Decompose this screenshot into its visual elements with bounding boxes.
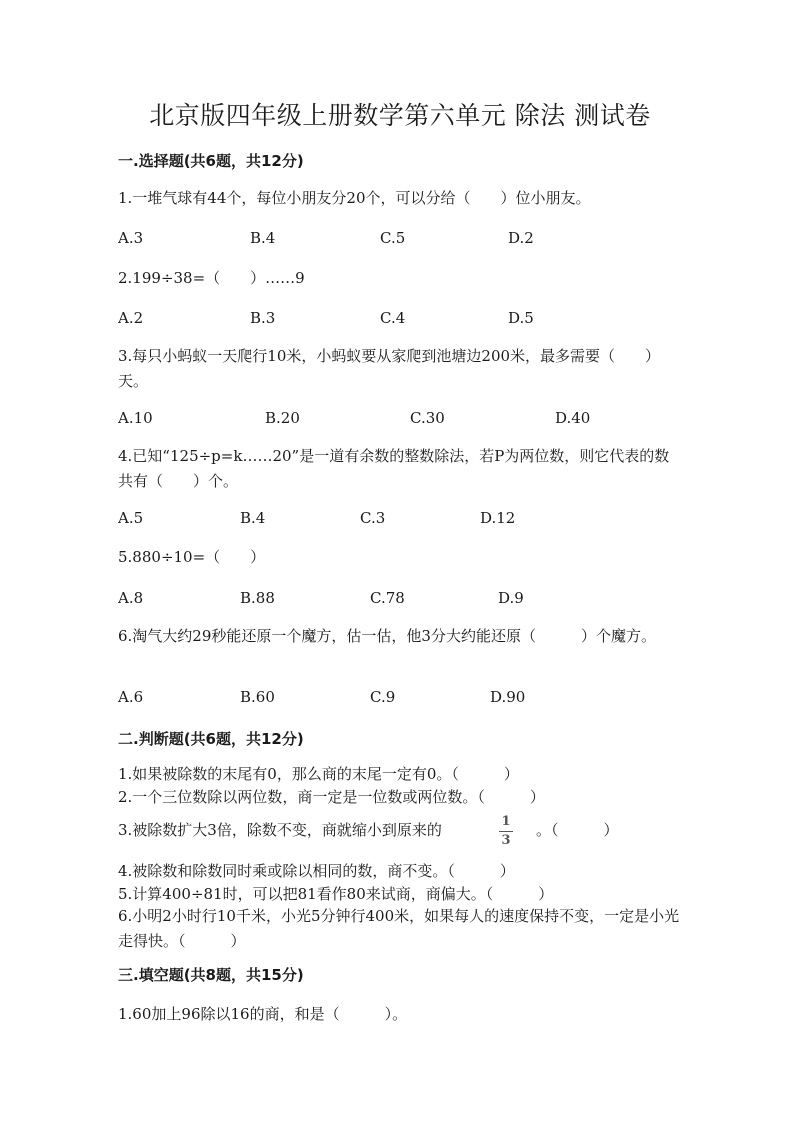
question-4: 4.已知“125÷p=k……20”是一道有余数的整数除法，若P为两位数，则它代表的数共有（ ）个。 — [118, 447, 670, 490]
section-heading-choice: 一.选择题(共6题，共12分) — [118, 152, 304, 170]
fraction-denominator: 3 — [501, 833, 511, 848]
option: C.3 — [360, 509, 386, 527]
option: A.2 — [118, 309, 144, 327]
fraction-one-third — [499, 814, 513, 849]
option: A.5 — [118, 509, 144, 527]
judgment-item-5: 5.计算400÷81时，可以把81看作80来试商，商偏大。（ ） — [118, 885, 554, 903]
option: A.10 — [118, 409, 153, 427]
option: C.30 — [410, 409, 445, 427]
options-row — [118, 229, 718, 251]
option: D.90 — [490, 688, 526, 706]
page-title: 北京版四年级上册数学第六单元 除法 测试卷 — [149, 101, 651, 130]
judgment-item-2: 2.一个三位数除以两位数，商一定是一位数或两位数。（ ） — [118, 788, 545, 806]
fraction-numerator: 1 — [501, 814, 511, 829]
option: A.6 — [118, 688, 144, 706]
option: B.88 — [240, 589, 275, 607]
fill-item-1: 1.60加上96除以16的商，和是（ ）。 — [118, 1005, 408, 1023]
options-row — [118, 688, 718, 710]
question-3: 3.每只小蚂蚁一天爬行10米，小蚂蚁要从家爬到池塘边200米，最多需要（ ）天。 — [118, 347, 661, 390]
options-row — [118, 509, 718, 531]
fraction-bar — [499, 831, 513, 832]
option: C.9 — [370, 688, 396, 706]
judgment-item-6: 6.小明2小时行10千米，小光5分钟行400米，如果每人的速度保持不变，一定是小光走得快。（ ） — [118, 907, 680, 950]
question-2: 2.199÷38=（ ）……9 — [118, 269, 305, 287]
option: C.5 — [380, 229, 406, 247]
options-row — [118, 589, 718, 611]
option: A.3 — [118, 229, 144, 247]
judgment-item-4: 4.被除数和除数同时乘或除以相同的数，商不变。（ ） — [118, 862, 515, 880]
question-1: 1.一堆气球有44个，每位小朋友分20个，可以分给（ ）位小朋友。 — [118, 189, 591, 207]
question-6: 6.淘气大约29秒能还原一个魔方，估一估，他3分大约能还原（ ）个魔方。 — [118, 627, 656, 645]
options-row — [118, 409, 718, 431]
section-heading-judgment: 二.判断题(共6题，共12分) — [118, 730, 304, 748]
option: B.3 — [250, 309, 276, 327]
option: C.4 — [380, 309, 406, 327]
option: D.12 — [480, 509, 516, 527]
option: D.40 — [555, 409, 591, 427]
option: B.4 — [250, 229, 276, 247]
judgment-item-3-tail: 。（ ） — [536, 821, 619, 839]
option: B.20 — [265, 409, 300, 427]
option: B.4 — [240, 509, 266, 527]
option: D.2 — [508, 229, 534, 247]
judgment-item-3: 3.被除数扩大3倍，除数不变，商就缩小到原来的 — [118, 821, 442, 839]
judgment-item-1: 1.如果被除数的末尾有0，那么商的末尾一定有0。（ ） — [118, 765, 519, 783]
section-heading-fill: 三.填空题(共8题，共15分) — [118, 966, 304, 984]
option: C.78 — [370, 589, 405, 607]
option: D.5 — [508, 309, 534, 327]
option: D.9 — [498, 589, 524, 607]
options-row — [118, 309, 718, 331]
question-5: 5.880÷10=（ ） — [118, 548, 266, 566]
option: A.8 — [118, 589, 144, 607]
option: B.60 — [240, 688, 275, 706]
